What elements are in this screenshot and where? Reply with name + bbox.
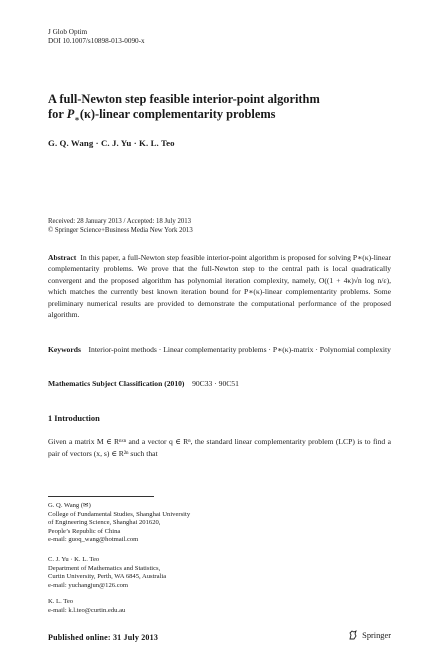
author-list: G. Q. Wang · C. J. Yu · K. L. Teo [48, 138, 175, 148]
title-line-2: for $P_∗(\kappa)$-linear complementarity problems [48, 107, 276, 124]
affiliation-yu-teo: C. J. Yu · K. L. Teo Department of Mathematics and Statistics, Curtin University, Perth, WA 6845, Australia e-mail: yuchangjun@126.com [48, 556, 308, 590]
journal-name: J Glob Optim [48, 28, 88, 36]
publisher-name: Springer [362, 630, 391, 640]
publication-dates [48, 218, 193, 235]
affiliation-teo: K. L. Teo e-mail: k.l.teo@curtin.edu.au [48, 598, 308, 615]
msc-classification [48, 378, 391, 389]
paper-title [48, 92, 398, 126]
received-accepted: Received: 28 January 2013 / Accepted: 18 July 2013 [48, 218, 192, 225]
introduction-text: Given a matrix M ∈ Rⁿˣⁿ and a vector q ∈ Rⁿ, the standard linear complementarity problem (LCP) is to find a pair of vectors (x, s) ∈ R²ⁿ such that [48, 437, 391, 458]
springer-logo [348, 630, 391, 640]
email-link[interactable]: e-mail: yuchangjun@126.com [48, 581, 129, 589]
keywords-label: Keywords [48, 345, 81, 354]
title-line-1: A full-Newton step feasible interior-point algorithm [48, 92, 320, 106]
published-online-stamp: Published online: 31 July 2013 [48, 633, 159, 642]
msc-codes: 90C33 · 90C51 [192, 379, 239, 388]
abstract-label: Abstract [48, 253, 77, 262]
msc-label: Mathematics Subject Classification (2010) [48, 379, 185, 388]
keywords-text: Interior-point methods · Linear complementarity problems · P∗(κ)-matrix · Polynomial complexity [88, 345, 391, 354]
journal-doi[interactable]: DOI 10.1007/s10898-013-0090-x [48, 37, 145, 45]
journal-header [48, 28, 145, 46]
email-link[interactable]: e-mail: k.l.teo@curtin.edu.au [48, 606, 126, 614]
section-heading-introduction: 1 Introduction [48, 414, 100, 423]
keywords [48, 344, 391, 355]
affiliation-wang: G. Q. Wang (✉) College of Fundamental Studies, Shanghai University of Engineering Science, Shanghai 201620, People’s Republic of China e-mail: guoq_wang@hotmail.com [48, 502, 308, 545]
email-link[interactable]: e-mail: guoq_wang@hotmail.com [48, 536, 139, 544]
abstract [48, 252, 391, 320]
abstract-text: In this paper, a full-Newton step feasible interior-point algorithm is proposed for solving P∗(κ)-linear complementarity problems. We prove that the full-Newton step to the central path is local quadratically convergent and the proposed algorithm has polynomial iteration complexity, namely, O((1 + 4κ)√n log n/ε), which matches the currently best known iteration bound for P∗(κ)-linear complementarity problems. Some preliminary numerical results are provided to demonstrate the computational performance of the proposed algorithm. [48, 253, 391, 320]
footnote-divider [48, 496, 154, 497]
copyright-notice: © Springer Science+Business Media New York 2013 [48, 226, 193, 234]
horse-icon [348, 630, 358, 640]
